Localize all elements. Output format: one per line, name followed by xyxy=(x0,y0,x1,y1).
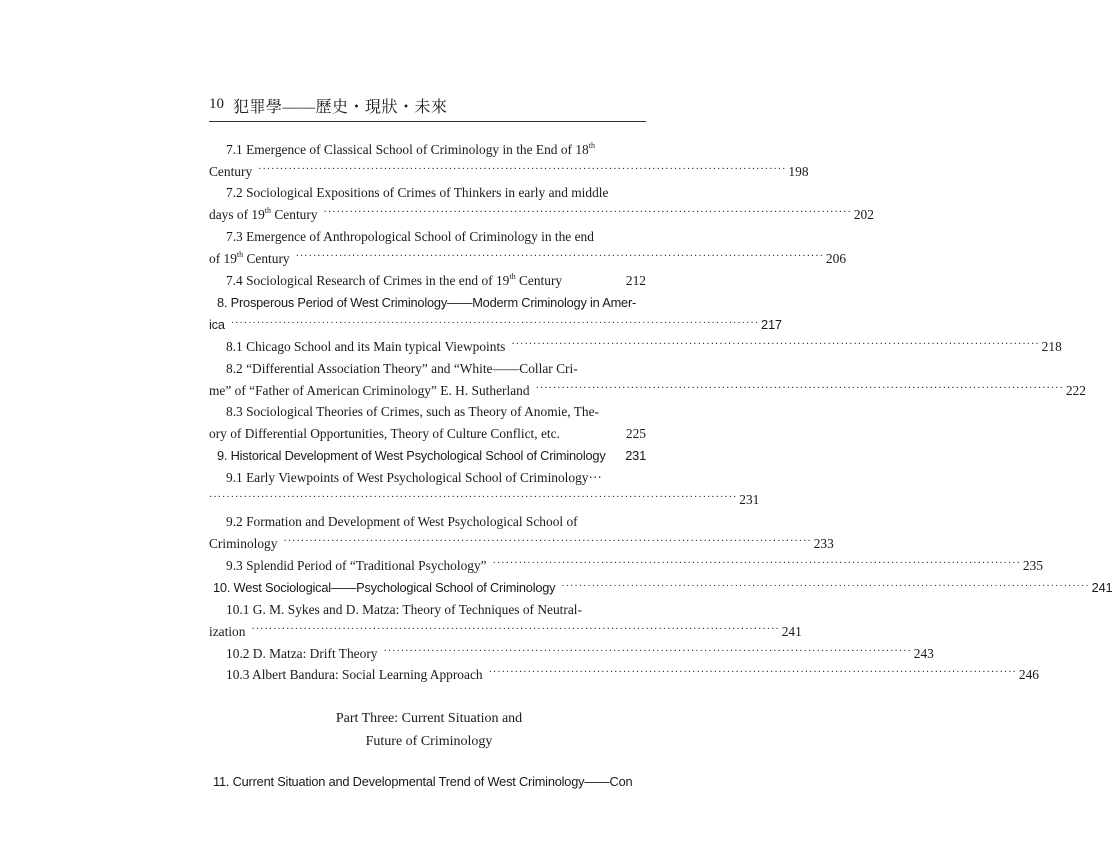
toc-entry-10-3: 10.3 Albert Bandura: Social Learning Approach ·························································································································· 246 xyxy=(226,667,1039,682)
header-rule xyxy=(209,121,646,122)
page-ref: 231 xyxy=(625,448,646,463)
toc-entry-7-1-line1: 7.1 Emergence of Classical School of Criminology in the End of 18th xyxy=(226,141,595,157)
page-ref: 241 xyxy=(1091,580,1112,595)
page-ref: 222 xyxy=(1065,383,1086,398)
page-ref: 243 xyxy=(913,646,934,661)
toc-entry-7-2-line1: 7.2 Sociological Expositions of Crimes of Thinkers in early and middle xyxy=(226,185,609,200)
toc-entry-9: 9. Historical Development of West Psychological School of Criminology 231 xyxy=(217,448,646,463)
toc-entry-7-2-line2: days of 19th Century ·························································································································· 202 xyxy=(209,206,874,222)
toc-entry-8-2-line1: 8.2 “Differential Association Theory” and “White——Collar Cri- xyxy=(226,361,578,376)
page-ref: 246 xyxy=(1018,667,1039,682)
page-ref: 233 xyxy=(813,536,834,551)
toc-entry-9-2-line2: Criminology ·························································································································· 233 xyxy=(209,536,834,551)
page-ref: 241 xyxy=(781,624,802,639)
toc-entry-10-1-line1: 10.1 G. M. Sykes and D. Matza: Theory of Techniques of Neutral- xyxy=(226,602,582,617)
toc-entry-7-1-line2: Century ·························································································································· 198 xyxy=(209,164,809,179)
toc-entry-10-1-line2: ization ·························································································································· 241 xyxy=(209,624,802,639)
part-three-heading-line2: Future of Criminology xyxy=(365,734,493,749)
page-ref: 206 xyxy=(825,251,847,266)
toc-entry-8-1: 8.1 Chicago School and its Main typical Viewpoints ·························································································································· 218 xyxy=(226,339,1062,354)
toc-entry-7-3-line2: of 19th Century ·························································································································· 206 xyxy=(209,250,847,266)
page-ref: 231 xyxy=(739,492,760,507)
page-number: 10 xyxy=(209,96,224,112)
page-ref: 218 xyxy=(1041,339,1062,354)
toc-entry-9-3: 9.3 Splendid Period of “Traditional Psychology” ·························································································································· 235 xyxy=(226,558,1043,573)
toc-entry-9-1-line1: 9.1 Early Viewpoints of West Psychological School of Criminology··· xyxy=(226,470,602,485)
page-ref: 225 xyxy=(625,426,646,441)
page-ref: 202 xyxy=(853,207,874,222)
toc-entry-10: 10. West Sociological——Psychological School of Criminology ·························································································································· 241 xyxy=(213,580,1112,595)
toc-entry-8-3-line2: ory of Differential Opportunities, Theory of Culture Conflict, etc. 225 xyxy=(209,426,646,441)
page-ref: 235 xyxy=(1022,558,1043,573)
page-ref: 198 xyxy=(788,164,809,179)
page-ref: 217 xyxy=(761,317,782,332)
page-ref: 212 xyxy=(625,273,646,288)
toc-entry-7-3-line1: 7.3 Emergence of Anthropological School of Criminology in the end xyxy=(226,229,594,244)
toc-entry-8-3-line1: 8.3 Sociological Theories of Crimes, such as Theory of Anomie, The- xyxy=(226,404,600,419)
running-title: 犯罪學——歷史・現狀・未來 xyxy=(233,99,448,116)
page-header xyxy=(209,93,649,121)
toc-entry-8-line2: ica ·························································································································· 217 xyxy=(209,317,782,332)
toc-entry-9-2-line1: 9.2 Formation and Development of West Psychological School of xyxy=(226,514,578,529)
toc-entry-10-2: 10.2 D. Matza: Drift Theory ·························································································································· 243 xyxy=(226,646,934,661)
part-three-heading-line1: Part Three: Current Situation and xyxy=(335,711,523,726)
toc-entry-8-line1: 8. Prosperous Period of West Criminology——Moderm Criminology in Amer- xyxy=(217,295,637,310)
toc-entry-8-2-line2: me” of “Father of American Criminology” E. H. Sutherland ·························································································································· 222 xyxy=(209,383,1086,398)
toc-entry-11: 11. Current Situation and Developmental Trend of West Criminology——Con xyxy=(213,774,633,789)
toc-entry-7-4: 7.4 Sociological Research of Crimes in the end of 19th Century 212 xyxy=(226,272,646,288)
toc-entry-9-1-line2: ·························································································································· 231 xyxy=(209,492,760,507)
